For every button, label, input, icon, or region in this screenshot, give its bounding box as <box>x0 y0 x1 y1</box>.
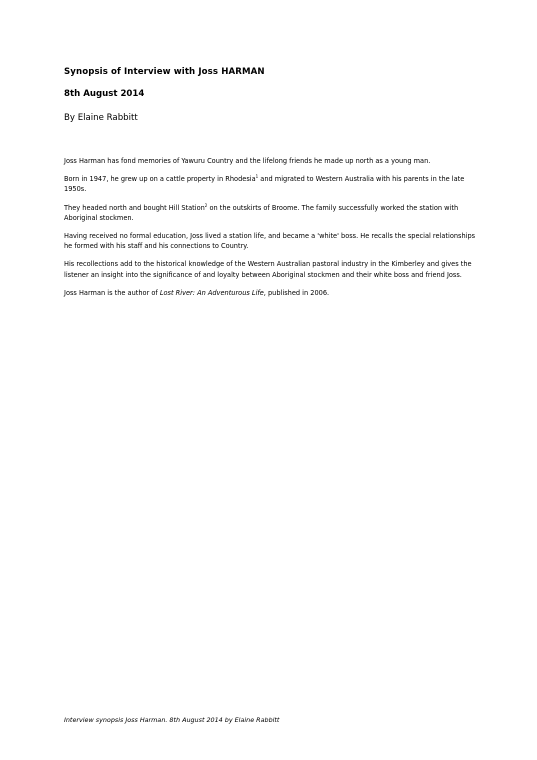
document-title: Synopsis of Interview with Joss HARMAN <box>64 67 265 77</box>
paragraph-station-text-a: They headed north and bought Hill Station <box>64 203 205 212</box>
interview-date: 8th August 2014 <box>64 89 145 99</box>
page-footer: Interview synopsis Joss Harman. 8th August 2014 by Elaine Rabbitt <box>64 716 280 724</box>
book-title: Lost River: An Adventurous Life <box>159 288 264 297</box>
footnote-marker-1: 1 <box>255 174 259 180</box>
paragraph-intro: Joss Harman has fond memories of Yawuru Country and the lifelong friends he made up north as a young man. <box>64 157 431 165</box>
paragraph-book-text-a: Joss Harman is the author of <box>64 288 160 297</box>
paragraph-book-text-b: , published in 2006. <box>263 288 330 297</box>
paragraph-recollections: His recollections add to the historical knowledge of the Western Australian pastoral industry in the Kimberley and gives the listener an insight into the significance of and loyalty between Aboriginal stockmen and their white boss and friend Joss. <box>64 260 472 279</box>
paragraph-background-text-b: and migrated to Western Australia with his parents in the late 1950s. <box>64 175 465 194</box>
paragraph-education: Having received no formal education, Joss lived a station life, and became a 'white' boss. He recalls the special relationships he formed with his staff and his connections to Country. <box>64 232 476 251</box>
paragraph-background <box>64 174 484 194</box>
paragraph-station <box>64 203 484 223</box>
author-byline: By Elaine Rabbitt <box>64 113 138 123</box>
footnote-marker-2: 2 <box>204 202 208 208</box>
synopsis-body <box>64 156 484 307</box>
paragraph-background-text-a: Born in 1947, he grew up on a cattle property in Rhodesia <box>64 175 256 184</box>
paragraph-station-text-b: on the outskirts of Broome. The family successfully worked the station with Aboriginal stockmen. <box>64 203 459 222</box>
paragraph-book <box>64 288 484 298</box>
